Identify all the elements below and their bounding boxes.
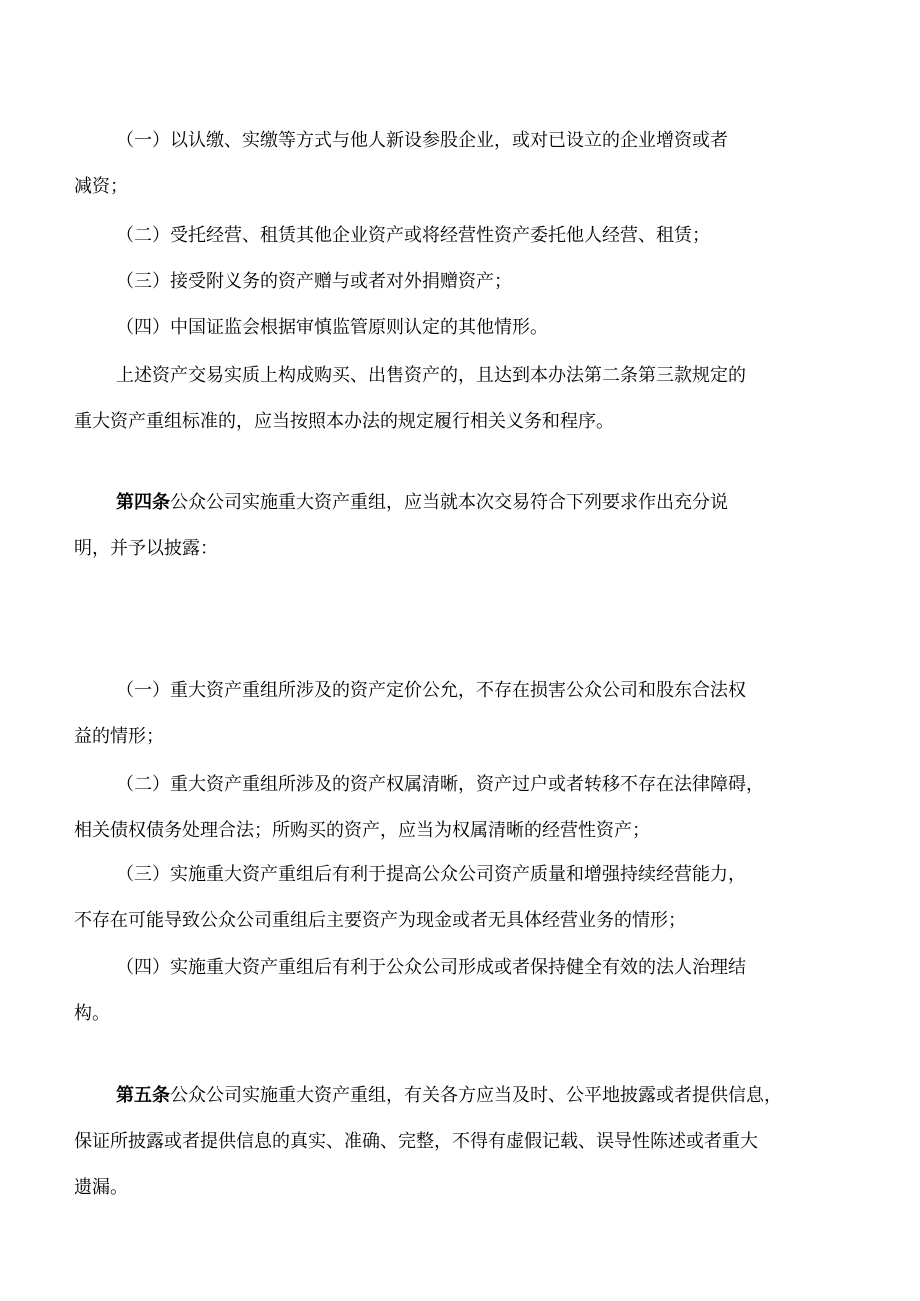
article4-item-3-line-1: （三）实施重大资产重组后有利于提高公众公司资产质量和增强持续经营能力， [116, 864, 746, 885]
article4-item-2-line-2: 相关债权债务处理合法；所购买的资产，应当为权属清晰的经营性资产； [74, 820, 650, 841]
article4-item-4-line-1: （四）实施重大资产重组后有利于公众公司形成或者保持健全有效的法人治理结 [116, 957, 746, 978]
article3-item-4-text: （四）中国证监会根据审慎监管原则认定的其他情形。 [116, 317, 548, 338]
article4-item-2 [0, 762, 920, 854]
article3-item-3 [0, 259, 920, 305]
article3-item-1 [0, 118, 920, 210]
article4-item-4-line-2: 构。 [74, 1003, 110, 1024]
article5-heading: 第五条 [116, 1085, 170, 1106]
article3-item-1-line-1: （一）以认缴、实缴等方式与他人新设参股企业，或对已设立的企业增资或者 [116, 130, 728, 151]
article5-line-1 [0, 1073, 920, 1119]
article5-line-3: 遗漏。 [74, 1177, 128, 1198]
article4-item-2-line-1: （二）重大资产重组所涉及的资产权属清晰，资产过户或者转移不存在法律障碍， [116, 774, 764, 795]
article4-intro [0, 480, 920, 572]
article3-item-3-text: （三）接受附义务的资产赠与或者对外捐赠资产； [116, 271, 512, 292]
article3-item-4 [0, 305, 920, 351]
article3-item-1-line-2: 减资； [74, 176, 128, 197]
article4-item-3-line-2: 不存在可能导致公众公司重组后主要资产为现金或者无具体经营业务的情形； [74, 910, 686, 931]
article4-intro-line-2: 明，并予以披露： [74, 538, 218, 559]
article3-item-2 [0, 213, 920, 259]
article4-heading: 第四条 [116, 492, 170, 513]
article5 [0, 1073, 920, 1211]
article4-intro-line-1 [0, 480, 920, 526]
article3-item-2-text: （二）受托经营、租赁其他企业资产或将经营性资产委托他人经营、租赁； [116, 225, 710, 246]
article3-closing-line-2: 重大资产重组标准的，应当按照本办法的规定履行相关义务和程序。 [74, 411, 614, 432]
article4-item-1 [0, 668, 920, 760]
article4-item-1-line-2: 益的情形； [74, 726, 164, 747]
article3-closing-line-1: 上述资产交易实质上构成购买、出售资产的，且达到本办法第二条第三款规定的 [116, 365, 746, 386]
article4-item-3 [0, 852, 920, 944]
article3-closing [0, 353, 920, 445]
article4-item-1-line-1: （一）重大资产重组所涉及的资产定价公允，不存在损害公众公司和股东合法权 [116, 680, 746, 701]
article4-intro-text: 公众公司实施重大资产重组，应当就本次交易符合下列要求作出充分说 [170, 492, 728, 513]
article5-line-2: 保证所披露或者提供信息的真实、准确、完整，不得有虚假记载、误导性陈述或者重大 [74, 1131, 758, 1152]
article5-line-1-text: 公众公司实施重大资产重组，有关各方应当及时、公平地披露或者提供信息， [170, 1085, 782, 1106]
article4-item-4 [0, 945, 920, 1037]
